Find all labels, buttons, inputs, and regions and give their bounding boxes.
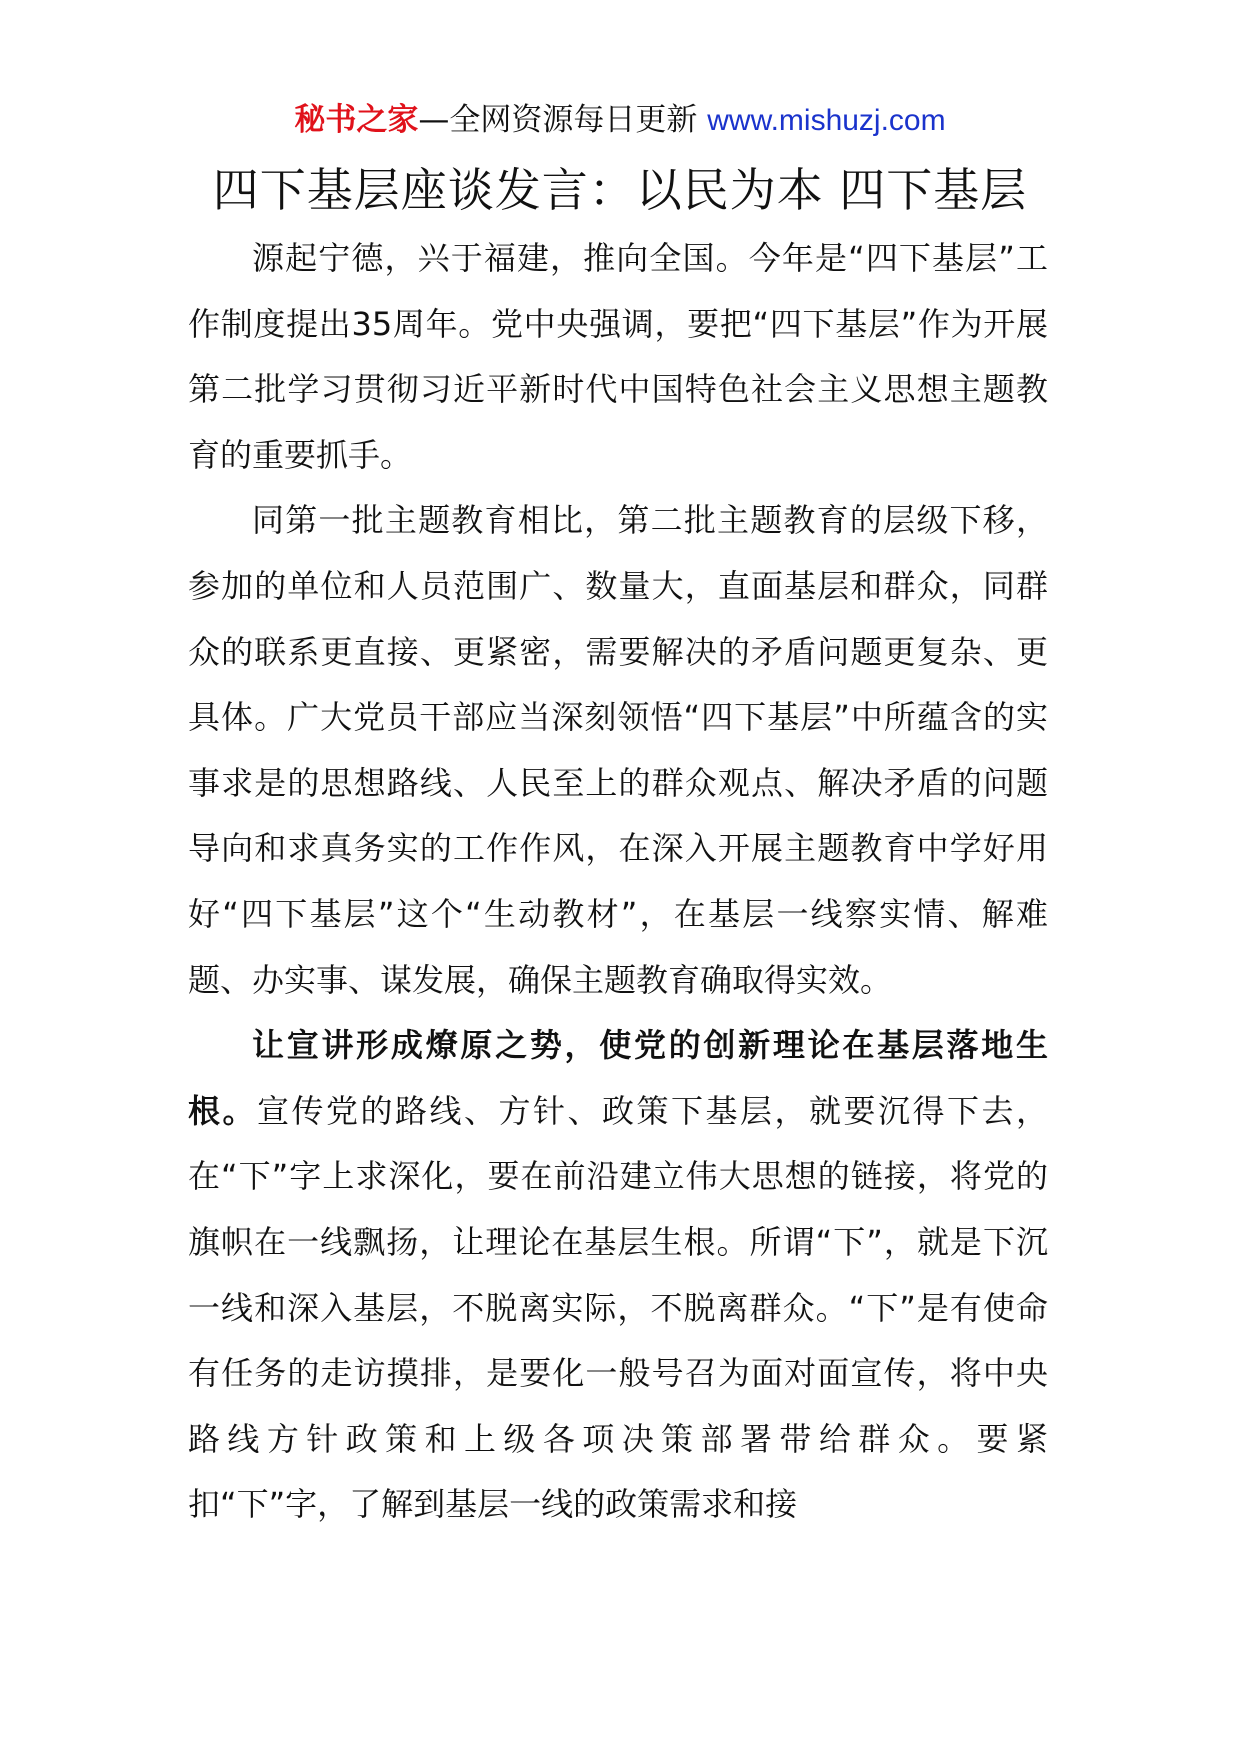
document-title: 四下基层座谈发言：以民为本 四下基层 (212, 163, 1028, 217)
paragraph (188, 1013, 1048, 1538)
paragraph-text: 同第一批主题教育相比，第二批主题教育的层级下移，参加的单位和人员范围广、数量大，直面基层和群众，同群众的联系更直接、更紧密，需要解决的矛盾问题更复杂、更具体。广大党员干部应当深刻领悟“四下基层”中所蕴含的实事求是的思想路线、人民至上的群众观点、解决矛盾的问题导向和求真务实的工作作风，在深入开展主题教育中学好用好“四下基层”这个“生动教材”，在基层一线察实情、解难题、办实事、谋发展，确保主题教育确取得实效。 (188, 501, 1048, 999)
paragraph (188, 488, 1048, 1013)
paragraph-lead-heading: 让宣讲形成燎原之势，使党的创新理论在基层落地生根。 (188, 1026, 1048, 1130)
site-header (0, 100, 1240, 141)
site-url-link[interactable]: www.mishuzj.com (707, 104, 946, 137)
site-brand: 秘书之家 (294, 102, 419, 138)
document-body (188, 226, 1048, 1538)
paragraph (188, 226, 1048, 488)
site-slogan: —全网资源每日更新 (418, 102, 698, 138)
paragraph-text: 宣传党的路线、方针、政策下基层，就要沉得下去，在“下”字上求深化，要在前沿建立伟大思想的链接，将党的旗帜在一线飘扬，让理论在基层生根。所谓“下”，就是下沉一线和深入基层，不脱离实际，不脱离群众。“下”是有使命有任务的走访摸排，是要化一般号召为面对面宣传，将中央路线方针政策和上级各项决策部署带给群众。要紧扣“下”字，了解到基层一线的政策需求和接 (188, 1091, 1048, 1524)
paragraph-text: 源起宁德，兴于福建，推向全国。今年是“四下基层”工作制度提出35周年。党中央强调，要把“四下基层”作为开展第二批学习贯彻习近平新时代中国特色社会主义思想主题教育的重要抓手。 (188, 239, 1048, 474)
